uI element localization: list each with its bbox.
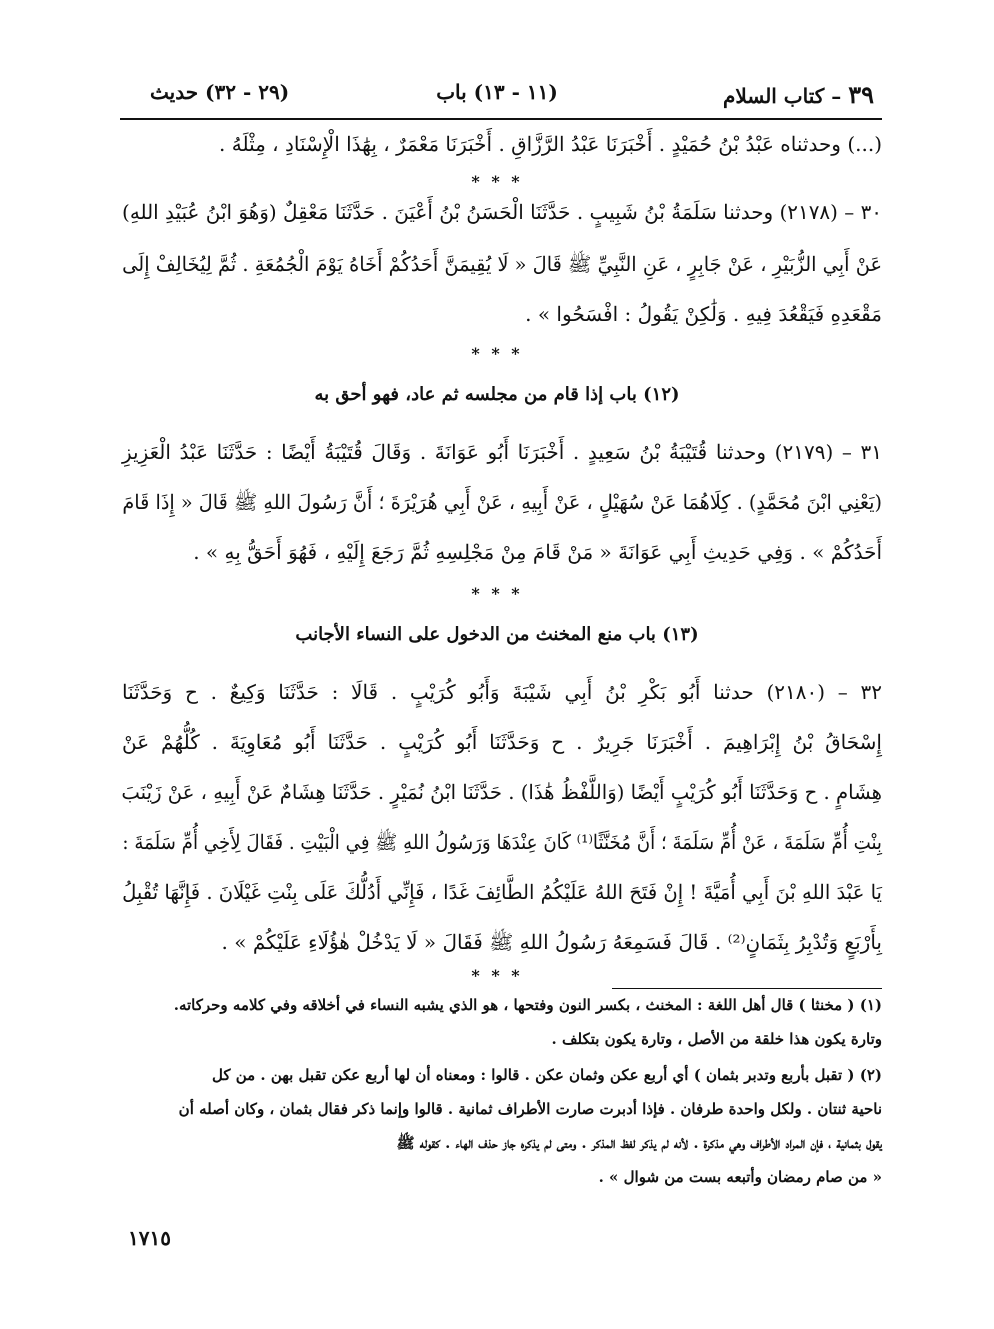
hadith-32-line-2: إِسْحَاقُ بْنُ إِبْرَاهِيمَ . أَخْبَرَنَا جَرِيرٌ . ح وَحَدَّثَنَا أَبُو كُرَيْبٍ . حَدَّثَنَا أَبُو مُعَاوِيَةَ . كُلُّهُمْ عَنْ	[122, 730, 882, 754]
hadith-32-line-4: بِنْتِ أُمِّ سَلَمَةَ ، عَنْ أُمِّ سَلَمَةَ ؛ أَنَّ مُخَنَّثًا⁽¹⁾ كَانَ عِنْدَهَا وَرَسُولُ اللهِ ﷺ فِي الْبَيْتِ . فَقَالَ لِأَخِي أُمِّ سَلَمَةَ :	[122, 830, 882, 854]
footnote-1-line-2: وتارة يكون هذا خلقة من الأصل ، وتارة يكون بتكلف .	[551, 1030, 882, 1048]
footnote-2-line-2: ناحية ثنتان . ولكل واحدة طرفان . فإذا أدبرت صارت الأطراف ثمانية . قالوا وإنما ذكر فقال بثمان ، وكان أصله أن	[178, 1100, 882, 1118]
hadith-32-line-1: ٣٢ – (٢١٨٠) حدثنا أَبُو بَكْرِ بْنُ أَبِي شَيْبَةَ وَأَبُو كُرَيْبٍ . قَالَا : حَدَّثَنَا وَكِيعٌ . ح وَحَدَّثَنَا	[122, 680, 882, 704]
hadith-32-line-6: بِأَرْبَعٍ وَتُدْبِرُ بِثَمَانٍ⁽²⁾ . قَالَ فَسَمِعَهُ رَسُولُ اللهِ ﷺ فَقَالَ « لَا يَدْخُلْ هٰؤُلَاءِ عَلَيْكُمْ » .	[221, 930, 882, 954]
hadith-32-line-5: يَا عَبْدَ اللهِ بْنَ أَبِي أُمَيَّةَ ! إِنْ فَتَحَ اللهُ عَلَيْكُمُ الطَّائِفَ غَدًا ، فَإِنِّي أَدُلُّكَ عَلَى بِنْتِ غَيْلَانَ . فَإِنَّهَا تُقْبِلُ	[122, 880, 882, 904]
hadith-32-line-3: هِشَامٍ . ح وَحَدَّثَنَا أَبُو كُرَيْبٍ أَيْضًا (وَاللَّفْظُ هَٰذَا) . حَدَّثَنَا ابْنُ نُمَيْرٍ . حَدَّثَنَا هِشَامٌ عَنْ أَبِيهِ ، عَنْ زَيْنَبَ	[121, 780, 882, 804]
text-line: (...) وحدثناه عَبْدُ بْنُ حُمَيْدٍ . أَخْبَرَنَا عَبْدُ الرَّزَّاقِ . أَخْبَرَنَا مَعْمَرٌ ، بِهَٰذَا الْإِسْنَادِ ، مِثْلَهُ .	[219, 132, 882, 156]
hadith-range: (٢٩ - ٣٢) حديث	[150, 80, 290, 104]
footnote-divider	[612, 988, 882, 989]
running-header	[120, 80, 874, 114]
hadith-31-line-3: أَحَدُكُمْ » . وَفِي حَدِيثِ أَبِي عَوَانَةَ « مَنْ قَامَ مِنْ مَجْلِسِهِ ثُمَّ رَجَعَ إِلَيْهِ ، فَهُوَ أَحَقُّ بِهِ » .	[193, 540, 882, 564]
separator-stars: * * *	[471, 584, 523, 603]
book-title	[723, 80, 874, 109]
hadith-31-line-2: (يَعْنِي ابْنَ مُحَمَّدٍ) . كِلَاهُمَا عَنْ سُهَيْلٍ ، عَنْ أَبِيهِ ، عَنْ أَبِي هُرَيْرَةَ ؛ أَنَّ رَسُولَ اللهِ ﷺ قَالَ « إِذَا قَامَ	[122, 490, 882, 514]
hadith-30-line-3: مَقْعَدِهِ فَيَقْعُدَ فِيهِ . وَلَٰكِنْ يَقُولُ : افْسَحُوا » .	[525, 302, 882, 326]
book-title-text: – كتاب السلام	[723, 84, 842, 108]
separator-stars: * * *	[471, 344, 523, 363]
chapter-heading-13: (١٣) باب منع المخنث من الدخول على النساء الأجانب	[295, 624, 699, 645]
hadith-30-line-2: عَنْ أَبِي الزُّبَيْرِ ، عَنْ جَابِرٍ ، عَنِ النَّبِيِّ ﷺ قَالَ « لَا يُقِيمَنَّ أَحَدُكُمْ أَخَاهُ يَوْمَ الْجُمُعَةِ . ثُمَّ لِيُخَالِفْ إِلَى	[122, 252, 882, 276]
hadith-31-line-1: ٣١ – (٢١٧٩) وحدثنا قُتَيْبَةُ بْنُ سَعِيدٍ . أَخْبَرَنَا أَبُو عَوَانَةَ . وَقَالَ قُتَيْبَةُ أَيْضًا : حَدَّثَنَا عَبْدُ الْعَزِيزِ	[122, 440, 882, 464]
footnote-1-line-1: (١) ( مخنثا ) قال أهل اللغة : المخنث ، بكسر النون وفتحها ، هو الذي يشبه النساء في أخلاقه وفي كلامه وحركاته.	[173, 996, 882, 1014]
footnote-2-line-3: يقول بثمانية ، فإن المراد الأطراف وهي مذكرة . لأنه لم يذكر لفظ المذكر . ومتى لم يذكره جاز حذف الهاء . كقوله ﷺ	[396, 1134, 882, 1152]
separator-stars: * * *	[471, 172, 523, 191]
hadith-30-line-1: ٣٠ – (٢١٧٨) وحدثنا سَلَمَةُ بْنُ شَبِيبٍ . حَدَّثَنَا الْحَسَنُ بْنُ أَعْيَنَ . حَدَّثَنَا مَعْقِلٌ (وَهُوَ ابْنُ عُبَيْدِ اللهِ)	[122, 200, 882, 224]
chapter-heading-12: (١٢) باب إذا قام من مجلسه ثم عاد، فهو أحق به	[314, 384, 680, 405]
separator-stars: * * *	[471, 966, 523, 985]
footnote-2-line-4: « من صام رمضان وأتبعه بست من شوال » .	[598, 1168, 882, 1186]
footnote-2-line-1: (٢) ( تقبل بأربع وتدبر بثمان ) أي أربع عكن وثمان عكن . قالوا : ومعناه أن لها أربع عكن تقبل بهن . من كل	[211, 1066, 882, 1084]
page-number: ١٧١٥	[128, 1226, 171, 1250]
chapter-range: (١١ - ١٣) باب	[436, 80, 558, 104]
book-number: ٣٩	[848, 80, 874, 109]
header-divider	[120, 118, 882, 120]
